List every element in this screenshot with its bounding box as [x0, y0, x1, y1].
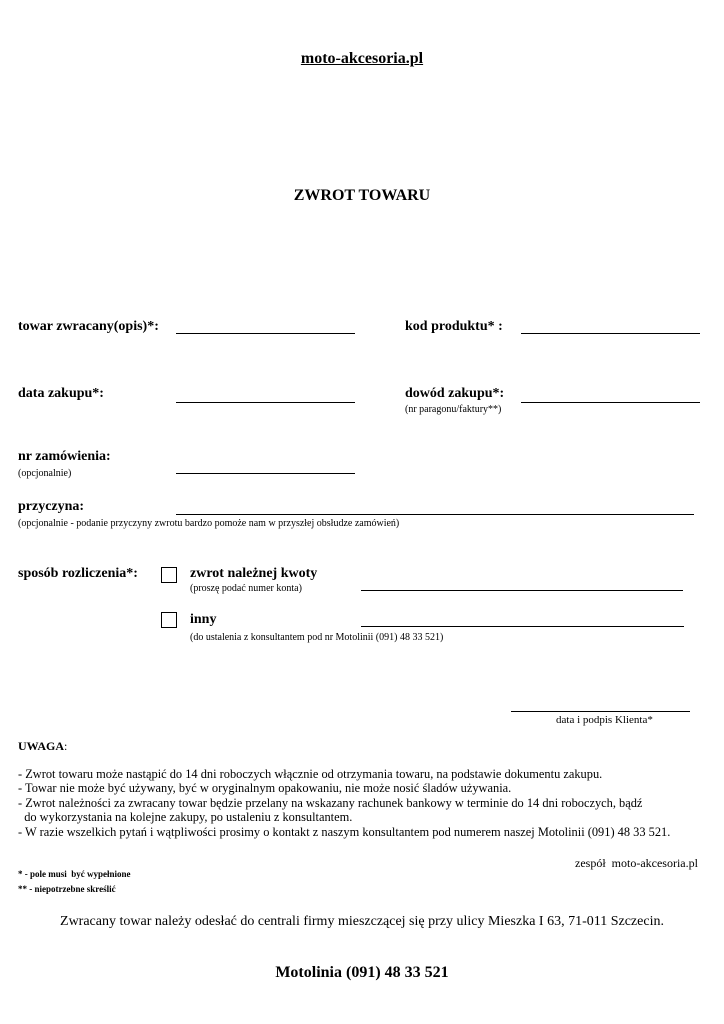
- towar-field[interactable]: [176, 333, 355, 334]
- kod-label: kod produktu* :: [405, 319, 503, 334]
- return-address: Zwracany towar należy odesłać do centrali firmy mieszczącej się przy ulicy Mieszka I 63, 71-011 Szczecin.: [60, 914, 664, 929]
- option-zwrot-label: zwrot należnej kwoty: [190, 566, 318, 581]
- option-zwrot-checkbox[interactable]: [161, 567, 177, 583]
- phone-line: Motolinia (091) 48 33 521: [275, 964, 449, 981]
- notice-line-5: - W razie wszelkich pytań i wątpliwości prosimy o kontakt z naszym konsultantem pod numerem naszej Motolinii (091) 48 33 521.: [18, 825, 671, 839]
- option-inny-label: inny: [190, 612, 217, 627]
- dowod-field[interactable]: [521, 402, 700, 403]
- data-zakupu-field[interactable]: [176, 402, 355, 403]
- przyczyna-hint: (opcjonalnie - podanie przyczyny zwrotu bardzo pomoże nam w przyszłej obsłudze zamówień): [18, 518, 400, 529]
- konto-field[interactable]: [361, 590, 683, 591]
- nr-zamowienia-label: nr zamówienia:: [18, 449, 111, 464]
- signature-line[interactable]: [511, 711, 690, 712]
- team-signature: zespół moto-akcesoria.pl: [575, 856, 698, 870]
- kod-field[interactable]: [521, 333, 700, 334]
- nr-zamowienia-hint: (opcjonalnie): [18, 468, 72, 479]
- data-zakupu-label: data zakupu*:: [18, 386, 104, 401]
- footnote-required: * - pole musi być wypełnione: [18, 869, 131, 879]
- przyczyna-field[interactable]: [176, 514, 694, 515]
- notice-heading-colon: :: [64, 739, 68, 753]
- notice-heading: [18, 739, 67, 754]
- notice-heading-text: UWAGA: [18, 739, 65, 753]
- notice-line-4: do wykorzystania na kolejne zakupy, po ustaleniu z konsultantem.: [18, 810, 353, 824]
- option-zwrot-hint: (proszę podać numer konta): [190, 583, 302, 594]
- przyczyna-label: przyczyna:: [18, 499, 85, 514]
- sposob-label: sposób rozliczenia*:: [18, 566, 138, 581]
- option-inny-hint: (do ustalenia z konsultantem pod nr Motolinii (091) 48 33 521): [190, 632, 444, 643]
- page-title: ZWROT TOWARU: [293, 187, 431, 204]
- towar-label: towar zwracany(opis)*:: [18, 319, 159, 334]
- notice-line-2: - Towar nie może być używany, być w oryginalnym opakowaniu, nie może nosić śladów używania.: [18, 781, 512, 795]
- notice-line-1: - Zwrot towaru może nastąpić do 14 dni roboczych włącznie od otrzymania towaru, na podstawie dokumentu zakupu.: [18, 767, 603, 781]
- inny-field[interactable]: [361, 626, 684, 627]
- nr-zamowienia-field[interactable]: [176, 473, 355, 474]
- notice-line-3: - Zwrot należności za zwracany towar będzie przelany na wskazany rachunek bankowy w terminie do 14 dni roboczych, bądź: [18, 796, 643, 810]
- dowod-hint: (nr paragonu/faktury**): [405, 404, 502, 415]
- option-inny-checkbox[interactable]: [161, 612, 177, 628]
- signature-label: data i podpis Klienta*: [556, 714, 653, 726]
- footnote-strike: ** - niepotrzebne skreślić: [18, 884, 116, 894]
- site-name: moto-akcesoria.pl: [300, 50, 424, 67]
- dowod-label: dowód zakupu*:: [405, 386, 505, 401]
